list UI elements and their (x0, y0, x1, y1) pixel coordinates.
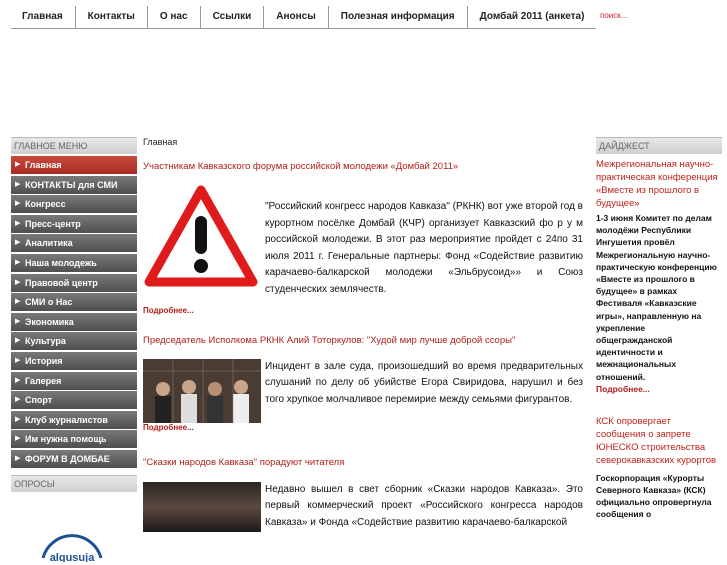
article-title[interactable]: "Сказки народов Кавказа" порадуют читателя (143, 456, 345, 468)
menu-item-label: Пресс-центр (25, 218, 81, 229)
svg-text:algusuja: algusuja (49, 551, 95, 562)
bullet-icon: ▶ (15, 161, 21, 168)
menu-item-label: Спорт (25, 395, 53, 406)
article-photo (143, 359, 261, 423)
bullet-icon: ▶ (15, 415, 21, 423)
bullet-icon: ▶ (15, 200, 21, 208)
menu-item-label: Конгресс (25, 199, 66, 210)
digest-read-more-link[interactable]: Подробнее... (596, 383, 650, 394)
menu-item-legal-center[interactable] (11, 274, 137, 292)
menu-item-dombay-forum[interactable] (11, 450, 137, 468)
nav-about[interactable]: О нас (148, 6, 201, 28)
digest-item-title[interactable]: КСК опровергает сообщения о запрете ЮНЕСКО строительства северокавказских курортов (596, 415, 717, 466)
article-text: "Российский конгресс народов Кавказа" (РКНК) вот уже второй год в курортном посёлке Домбай (КЧР) организует Кавказский фо р у м российской молодежи. В этот раз мероприятие пройдет с 24по 31 июля 2011 г. Генеральные партнеры: Фонд «Содействие развитию карачаево-балкарской молодежи «Эльбрусоид»» и Союз студенческих землячеств. (265, 201, 583, 295)
menu-item-media-about-us[interactable] (11, 293, 137, 311)
nav-dombay-2011[interactable]: Домбай 2011 (анкета) (479, 11, 585, 22)
menu-item-label: ФОРУМ В ДОМБАЕ (25, 453, 110, 464)
nav-announcements[interactable]: Анонсы (264, 6, 329, 28)
breadcrumb: Главная (143, 137, 178, 147)
menu-item-label: Культура (25, 336, 66, 347)
menu-item-label: История (25, 355, 63, 366)
bullet-icon: ▶ (15, 278, 21, 286)
menu-item-label: Правовой центр (25, 277, 98, 288)
digest-title: ДАЙДЖЕСТ (596, 137, 722, 154)
article (143, 457, 583, 532)
menu-item-label: Наша молодежь (25, 257, 97, 268)
menu-item-label: СМИ о Нас (25, 297, 73, 308)
bullet-icon: ▶ (15, 239, 21, 247)
bullet-icon: ▶ (15, 396, 21, 404)
menu-item-youth[interactable] (11, 254, 137, 272)
article (143, 161, 583, 315)
menu-item-need-help[interactable] (11, 430, 137, 448)
read-more-link[interactable]: Подробнее... (143, 305, 194, 315)
book-cover-image (143, 482, 261, 532)
digest-item-text: Госкорпорация «Курорты Северного Кавказа» (КСК) официально опровергнула сообщения о (596, 472, 712, 520)
nav-home[interactable]: Главная (11, 6, 76, 28)
nav-links[interactable]: Ссылки (201, 6, 265, 28)
main-menu (11, 156, 137, 468)
menu-item-label: Галерея (25, 375, 62, 386)
bullet-icon: ▶ (15, 435, 21, 443)
main-content (143, 137, 583, 532)
digest-item-title[interactable]: Межрегиональная научно-практическая конференция «Вместе из прошлого в будущее» (596, 159, 718, 209)
bullet-icon: ▶ (15, 337, 21, 345)
top-navigation (0, 0, 727, 33)
bullet-icon: ▶ (15, 317, 21, 325)
bullet-icon: ▶ (15, 298, 21, 306)
menu-item-gallery[interactable] (11, 372, 137, 390)
menu-item-label: Главная (25, 160, 62, 170)
warning-sign-icon (143, 184, 259, 288)
nav-useful-info[interactable]: Полезная информация (329, 6, 468, 28)
menu-item-journalists-club[interactable] (11, 411, 137, 429)
menu-item-culture[interactable] (11, 332, 137, 350)
digest-item-text: 1-3 июня Комитет по делам молодёжи Республики Ингушетия провёл Межрегиональную научно-практическую конференцию «Вместе из прошлого в будущее» в рамках Фестиваля «Кавказские игры», направленную на укрепление общегражданской идентичности и межнациональных отношений. (596, 213, 717, 382)
partner-logo-image (37, 532, 107, 562)
menu-item-congress[interactable] (11, 195, 137, 213)
partner-logo[interactable] (37, 532, 107, 562)
menu-item-history[interactable] (11, 352, 137, 370)
nav-contacts[interactable]: Контакты (76, 6, 148, 28)
top-menu-bar (11, 6, 596, 29)
menu-item-label: Экономика (25, 316, 74, 327)
menu-item-sport[interactable] (11, 391, 137, 409)
menu-item-label: Им нужна помощь (25, 434, 107, 445)
main-menu-title: ГЛАВНОЕ МЕНЮ (11, 137, 137, 154)
menu-item-analytics[interactable] (11, 234, 137, 252)
menu-item-press-center[interactable] (11, 215, 137, 233)
bullet-icon: ▶ (15, 219, 21, 227)
menu-item-label: Аналитика (25, 238, 73, 249)
menu-item-economy[interactable] (11, 313, 137, 331)
bullet-icon: ▶ (15, 258, 21, 266)
article: Председатель Исполкома РКНК Алий Тоторкулов: "Худой мир лучше доброй ссоры" Инцидент в зале суда, произошедший во время предварительных слушаний по делу об убийстве Егора Свиридова, нарушил и без того хрупкое молчаливое перемирие между семьями фигурантов. Подробнее... (143, 334, 583, 432)
bullet-icon: ▶ (15, 454, 21, 462)
menu-item-press-contacts[interactable] (11, 176, 137, 194)
polls-title: ОПРОСЫ (11, 475, 137, 492)
menu-item-home[interactable] (11, 156, 137, 174)
bullet-icon: ▶ (15, 376, 21, 384)
right-sidebar (596, 137, 722, 521)
bullet-icon: ▶ (15, 356, 21, 364)
menu-item-label: КОНТАКТЫ для СМИ (25, 179, 118, 190)
courtroom-photo-image (143, 359, 261, 423)
article-title[interactable]: Участникам Кавказского форума российской молодежи «Домбай 2011» (143, 161, 459, 172)
search-input[interactable]: поиск... (600, 11, 628, 20)
article-title[interactable]: Председатель Исполкома РКНК Алий Тоторкулов: "Худой мир лучше доброй ссоры" (143, 334, 516, 346)
menu-item-label: Клуб журналистов (25, 414, 108, 425)
article-text: Инцидент в зале суда, произошедший во время предварительных слушаний по делу об убийстве Егора Свиридова, нарушил и без того хрупкое молчаливое перемирие между семьями фигурантов. (265, 360, 583, 405)
left-sidebar (11, 137, 137, 562)
article-text: Недавно вышел в свет сборник «Сказки народов Кавказа». Это первый коммерческий проект «Российского конгресса народов Кавказа» и Фонда «Содействие развитию карачаево-балкарской (265, 483, 583, 528)
bullet-icon: ▶ (15, 180, 21, 188)
